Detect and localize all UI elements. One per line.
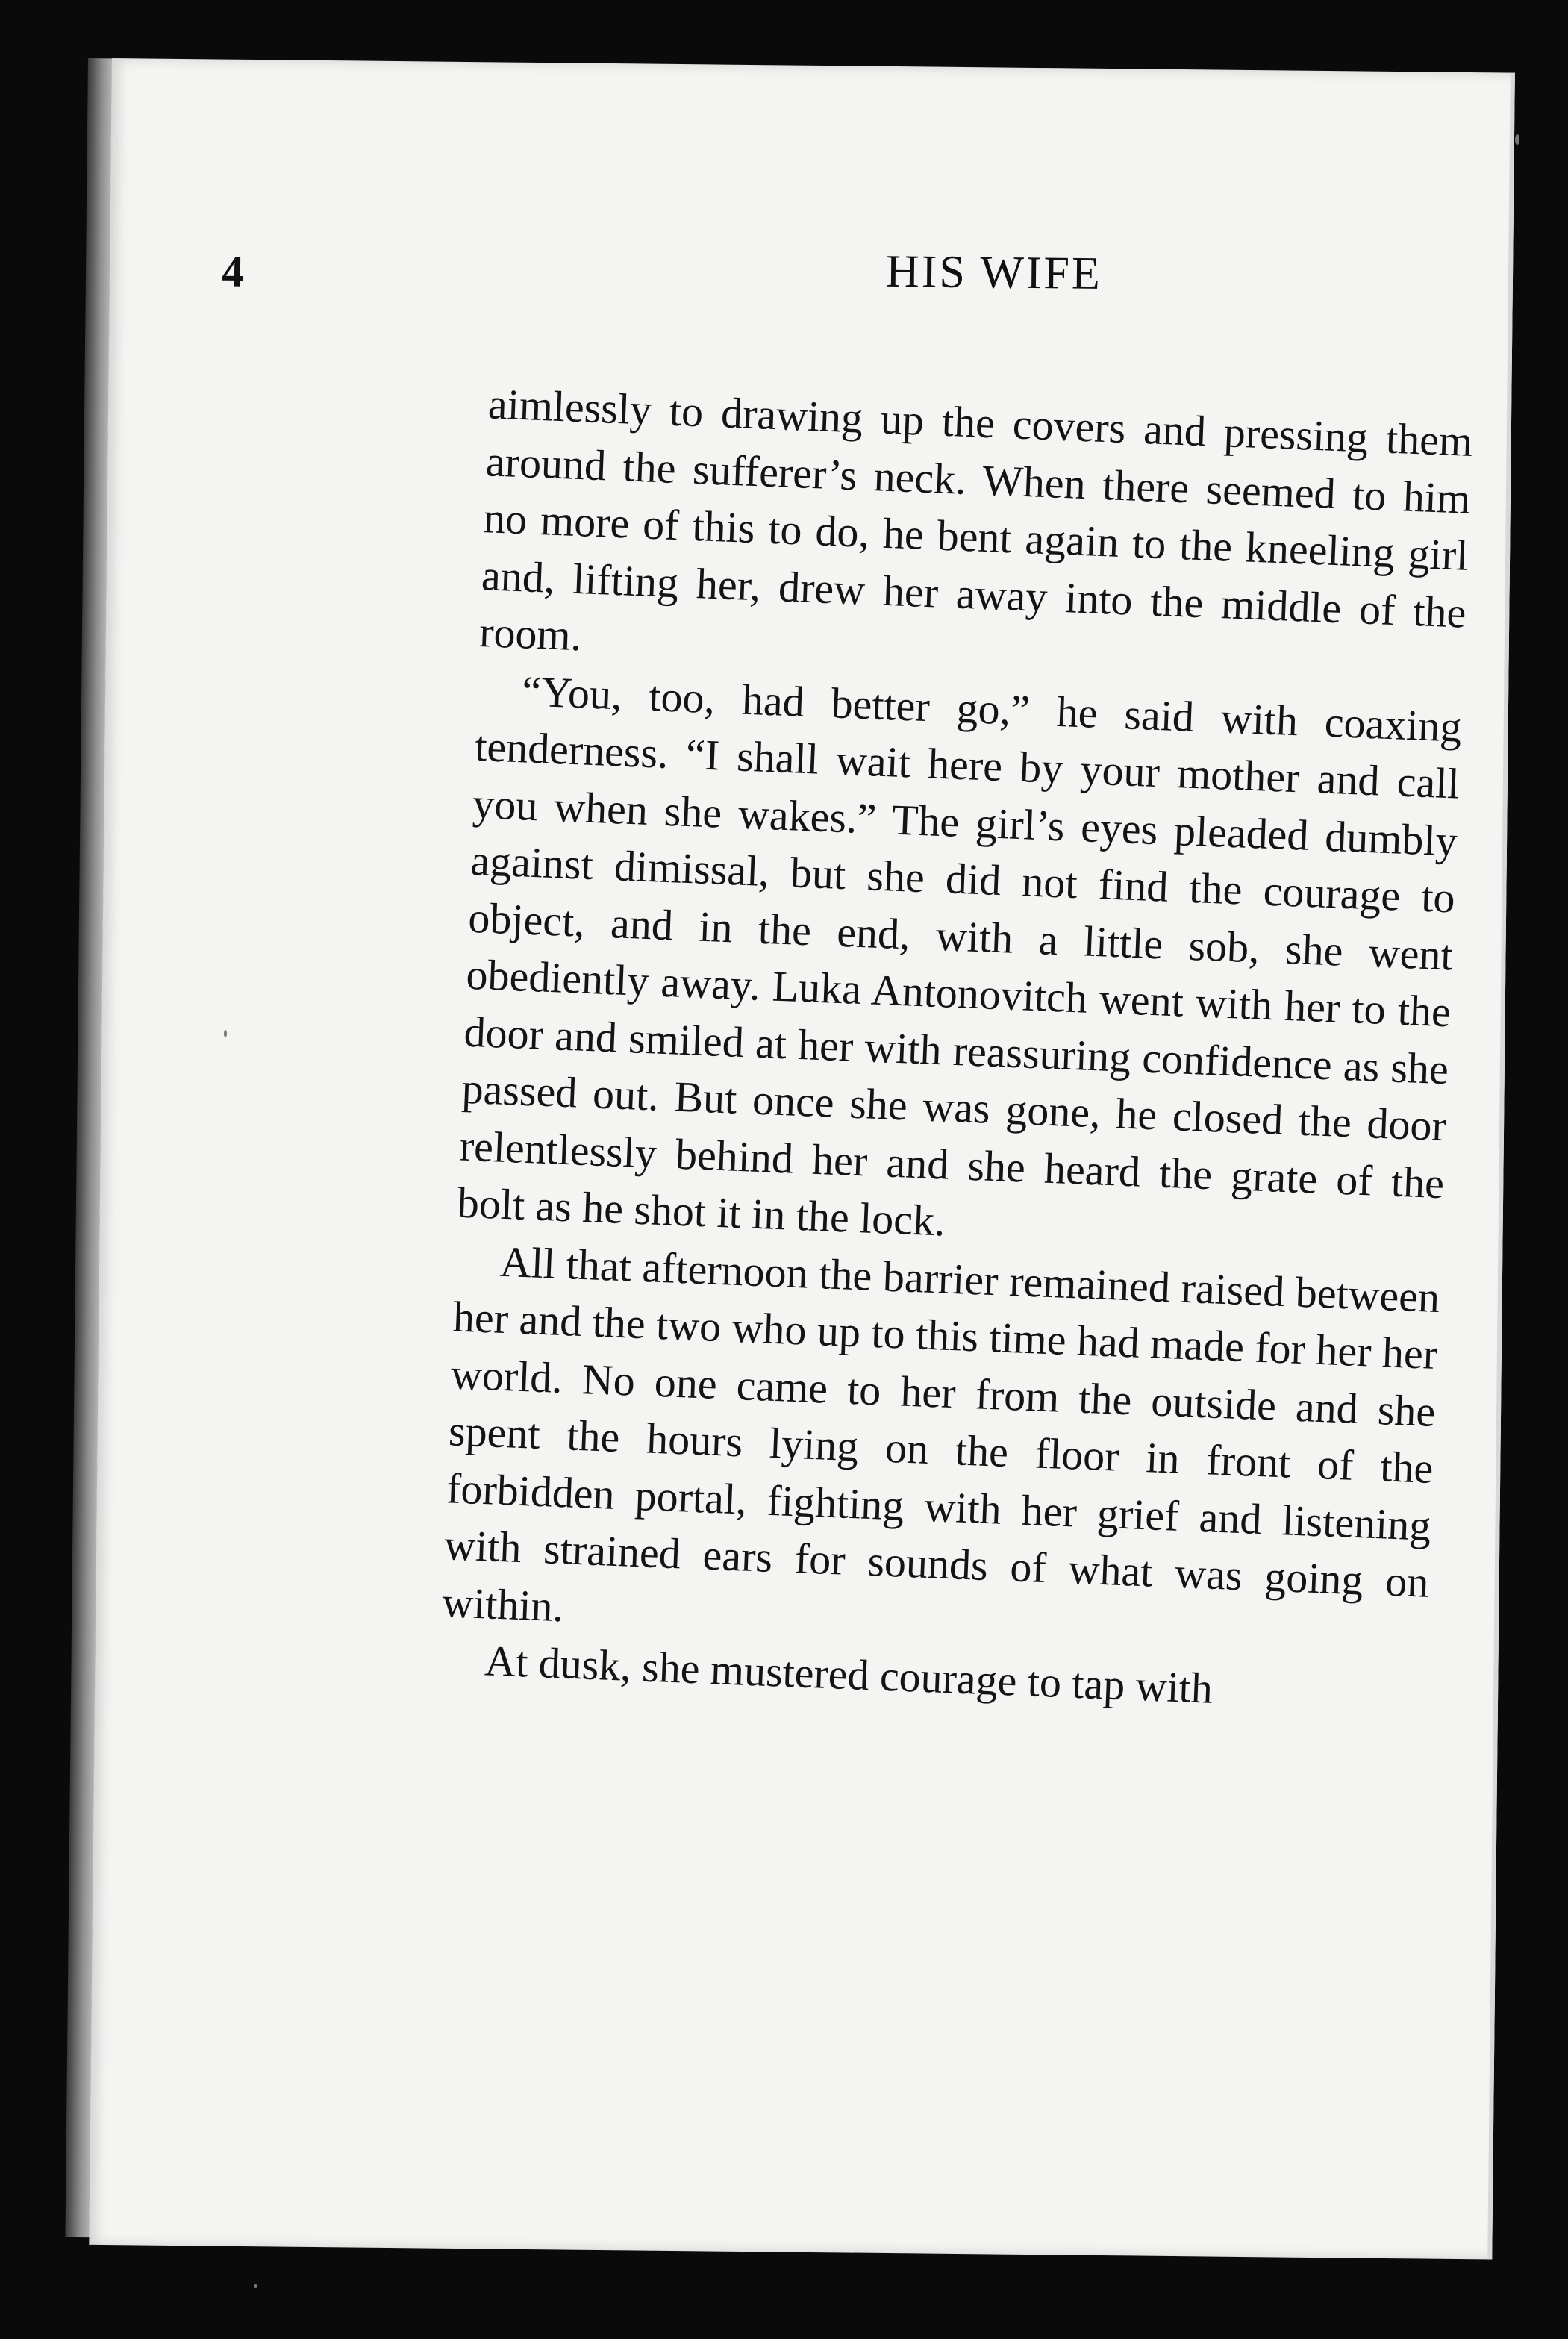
dust-speck: [1515, 134, 1519, 145]
book-page: [89, 58, 1515, 2260]
body-text: [439, 375, 1474, 1726]
page-number: 4: [221, 246, 245, 296]
dust-speck: [224, 1030, 227, 1037]
paragraph: All that afternoon the barrier remained raised between her and the two who up to this time had made for her her world. No one came to her from the outside and she spent the hours lying on the floor in front of the forbidden portal, fighting with her grief and listening with strained ears for sounds of what was going on within.: [441, 1237, 1441, 1631]
paragraph: aimlessly to drawing up the covers and pressing them around the sufferer’s neck. When there seemed to him no more of this to do, he bent again to the kneeling girl and, lifting her, drew her away into the middle of the room.: [478, 379, 1474, 661]
running-title: HIS WIFE: [885, 246, 1103, 299]
paragraph: “You, too, had better go,” he said with coaxing tenderness. “I shall wait here by your mother and call you when she wakes.” The girl’s eyes pleaded dumbly against dimissal, but she did not find the courage to object, and in the end, with a little sob, she went obediently away. Luka Antonovitch went with her to the door and smiled at her with reassuring confidence as she passed out. But once she was gone, he closed the door relentlessly behind her and she heard the grate of the bolt as he shot it in the lock.: [456, 666, 1463, 1246]
dust-speck: [254, 2284, 257, 2288]
paragraph: At dusk, she mustered courage to tap with: [484, 1636, 1214, 1713]
